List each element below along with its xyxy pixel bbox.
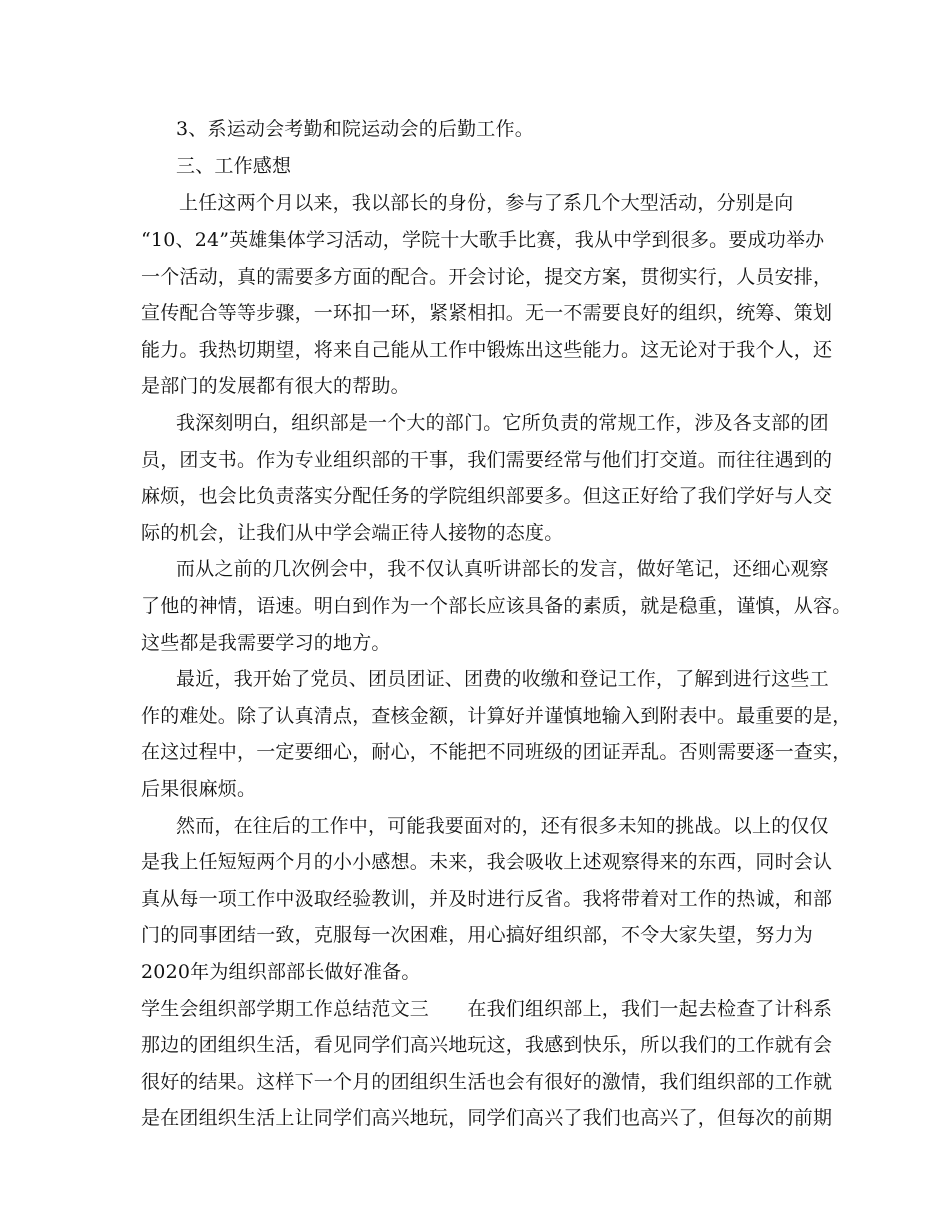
text-line: 员，团支书。作为专业组织部的干事，我们需要经常与他们打交道。而往往遇到的 (141, 449, 833, 471)
text-line: 学生会组织部学期工作总结范文三 在我们组织部上，我们一起去检查了计科系 (141, 998, 833, 1020)
text-line: 是在团组织生活上让同学们高兴地玩，同学们高兴了我们也高兴了，但每次的前期 (141, 1107, 833, 1129)
text-line: 在这过程中，一定要细心，耐心，不能把不同班级的团证弄乱。否则需要逐一查实， (141, 741, 852, 763)
text-line: 宣传配合等等步骤，一环扣一环，紧紧相扣。无一不需要良好的组织，统筹、策划 (141, 302, 833, 324)
text-line: 后果很麻烦。 (141, 778, 257, 800)
text-line: 际的机会，让我们从中学会端正待人接物的态度。 (141, 522, 564, 544)
text-line: 而从之前的几次例会中，我不仅认真听讲部长的发言，做好笔记，还细心观察 (176, 558, 829, 580)
text-line: 那边的团组织生活，看见同学们高兴地玩这，我感到快乐，所以我们的工作就有会 (141, 1034, 833, 1056)
text-line: 很好的结果。这样下一个月的团组织生活也会有很好的激情，我们组织部的工作就 (141, 1071, 833, 1093)
section-heading: 三、工作感想 (176, 155, 292, 177)
text-line: 麻烦，也会比负责落实分配任务的学院组织部要多。但这正好给了我们学好与人交 (141, 485, 833, 507)
text-line: 是部门的发展都有很大的帮助。 (141, 375, 410, 397)
text-line: 3、系运动会考勤和院运动会的后勤工作。 (176, 118, 534, 140)
text-line: 真从每一项工作中汲取经验教训，并及时进行反省。我将带着对工作的热诚，和部 (141, 888, 833, 910)
text-line: 我深刻明白，组织部是一个大的部门。它所负责的常规工作，涉及各支部的团 (176, 412, 829, 434)
text-line: 作的难处。除了认真清点，查核金额，计算好并谨慎地输入到附表中。最重要的是， (141, 705, 852, 727)
text-line: 上任这两个月以来，我以部长的身份，参与了系几个大型活动，分别是向 (179, 192, 794, 214)
text-line: 一个活动，真的需要多方面的配合。开会讨论，提交方案，贯彻实行，人员安排， (141, 266, 833, 288)
text-line: 门的同事团结一致，克服每一次困难，用心搞好组织部，不令大家失望，努力为 (141, 924, 814, 946)
text-line: 2020年为组织部部长做好准备。 (141, 961, 421, 983)
text-line: 然而，在往后的工作中，可能我要面对的，还有很多未知的挑战。以上的仅仅 (176, 815, 829, 837)
text-line: “10、24”英雄集体学习活动，学院十大歌手比赛，我从中学到很多。要成功举办 (141, 229, 825, 251)
text-line: 能力。我热切期望，将来自己能从工作中锻炼出这些能力。这无论对于我个人，还 (141, 339, 833, 361)
text-line: 最近，我开始了党员、团员团证、团费的收缴和登记工作，了解到进行这些工 (176, 668, 829, 690)
text-line: 是我上任短短两个月的小小感想。未来，我会吸收上述观察得来的东西，同时会认 (141, 851, 833, 873)
text-line: 这些都是我需要学习的地方。 (141, 632, 391, 654)
text-line: 了他的神情，语速。明白到作为一个部长应该具备的素质，就是稳重，谨慎，从容。 (141, 595, 852, 617)
